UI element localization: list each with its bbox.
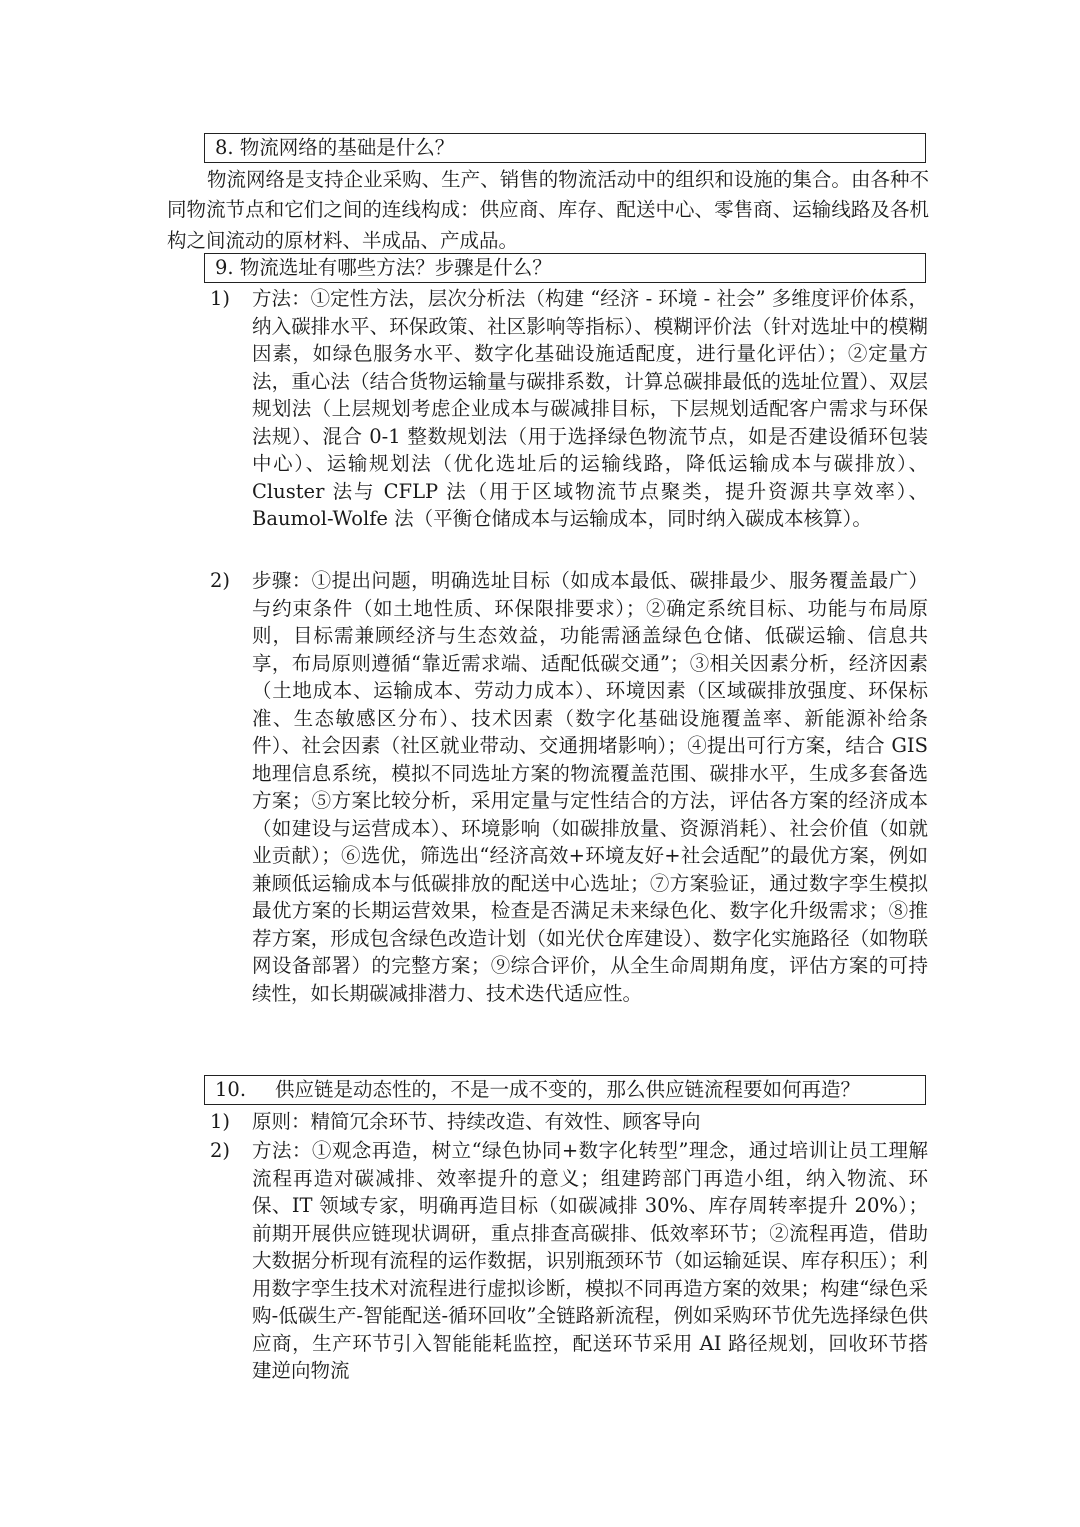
- item-number: 1): [210, 1110, 231, 1133]
- item-number: 2): [210, 1139, 231, 1162]
- item-text: 方法：①观念再造，树立“绿色协同+数字化转型”理念，通过培训让员工理解流程再造对碳减排、效率提升的意义；组建跨部门再造小组，纳入物流、环保、IT 领域专家，明确再造目标（如碳减排 30%、库存周转率提升 20%）；前期开展供应链现状调研，重点排查高碳排、低效率环节；②流程再造，借助大数据分析现有流程的运作数据，识别瓶颈环节（如运输延误、库存积压）；利用数字孪生技术对流程进行虚拟诊断，模拟不同再造方案的效果；构建“绿色采购-低碳生产-智能配送-循环回收”全链路新流程，例如采购环节优先选择绿色供应商，生产环节引入智能能耗监控，配送环节采用 AI 路径规划，回收环节搭建逆向物流: [252, 1139, 928, 1382]
- item-text: 步骤：①提出问题，明确选址目标（如成本最低、碳排最少、服务覆盖最广）与约束条件（如土地性质、环保限排要求）；②确定系统目标、功能与布局原则，目标需兼顾经济与生态效益，功能需涵盖绿色仓储、低碳运输、信息共享，布局原则遵循“靠近需求端、适配低碳交通”；③相关因素分析，经济因素（土地成本、运输成本、劳动力成本）、环境因素（区域碳排放强度、环保标准、生态敏感区分布）、技术因素（数字化基础设施覆盖率、新能源补给条件）、社会因素（社区就业带动、交通拥堵影响）；④提出可行方案，结合 GIS 地理信息系统，模拟不同选址方案的物流覆盖范围、碳排水平，生成多套备选方案；⑤方案比较分析，采用定量与定性结合的方法，评估各方案的经济成本（如建设与运营成本）、环境影响（如碳排放量、资源消耗）、社会价值（如就业贡献）；⑥选优，筛选出“经济高效+环境友好+社会适配”的最优方案，例如兼顾低运输成本与低碳排放的配送中心选址；⑦方案验证，通过数字孪生模拟最优方案的长期运营效果，检查是否满足未来绿色化、数字化升级需求；⑧推荐方案，形成包含绿色改造计划（如光伏仓库建设）、数字化实施路径（如物联网设备部署）的完整方案；⑨综合评价，从全生命周期角度，评估方案的可持续性，如长期碳减排潜力、技术迭代适应性。: [252, 569, 928, 1005]
- item-text: 原则：精简冗余环节、持续改造、有效性、顾客导向: [252, 1110, 701, 1133]
- question-9-box: [204, 253, 926, 283]
- question-8-answer-text: 物流网络是支持企业采购、生产、销售的物流活动中的组织和设施的集合。由各种不同物流节点和它们之间的连线构成：供应商、库存、配送中心、零售商、运输线路及各机构之间流动的原材料、半成品、产成品。: [167, 168, 929, 252]
- item-number: 2): [210, 569, 231, 592]
- question-10-title: 供应链是动态性的，不是一成不变的，那么供应链流程要如何再造？: [275, 1078, 861, 1101]
- question-8-title: 8. 物流网络的基础是什么？: [215, 136, 455, 159]
- question-8-box: [204, 133, 926, 163]
- question-9-title: 9. 物流选址有哪些方法？步骤是什么？: [215, 256, 552, 279]
- question-10-box: [204, 1075, 926, 1105]
- question-10-number: 10.: [215, 1078, 247, 1101]
- question-8-answer: [167, 165, 929, 256]
- item-text: 方法：①定性方法，层次分析法（构建 “经济 - 环境 - 社会” 多维度评价体系，纳入碳排水平、环保政策、社区影响等指标）、模糊评价法（针对选址中的模糊因素，如绿色服务水平、数字化基础设施适配度，进行量化评估）；②定量方法，重心法（结合货物运输量与碳排系数，计算总碳排最低的选址位置）、双层规划法（上层规划考虑企业成本与碳减排目标，下层规划适配客户需求与环保法规）、混合 0-1 整数规划法（用于选择绿色物流节点，如是否建设循环包装中心）、运输规划法（优化选址后的运输线路，降低运输成本与碳排放）、Cluster 法与 CFLP 法（用于区域物流节点聚类，提升资源共享效率）、Baumol-Wolfe 法（平衡仓储成本与运输成本，同时纳入碳成本核算）。: [252, 287, 928, 530]
- item-number: 1): [210, 287, 231, 310]
